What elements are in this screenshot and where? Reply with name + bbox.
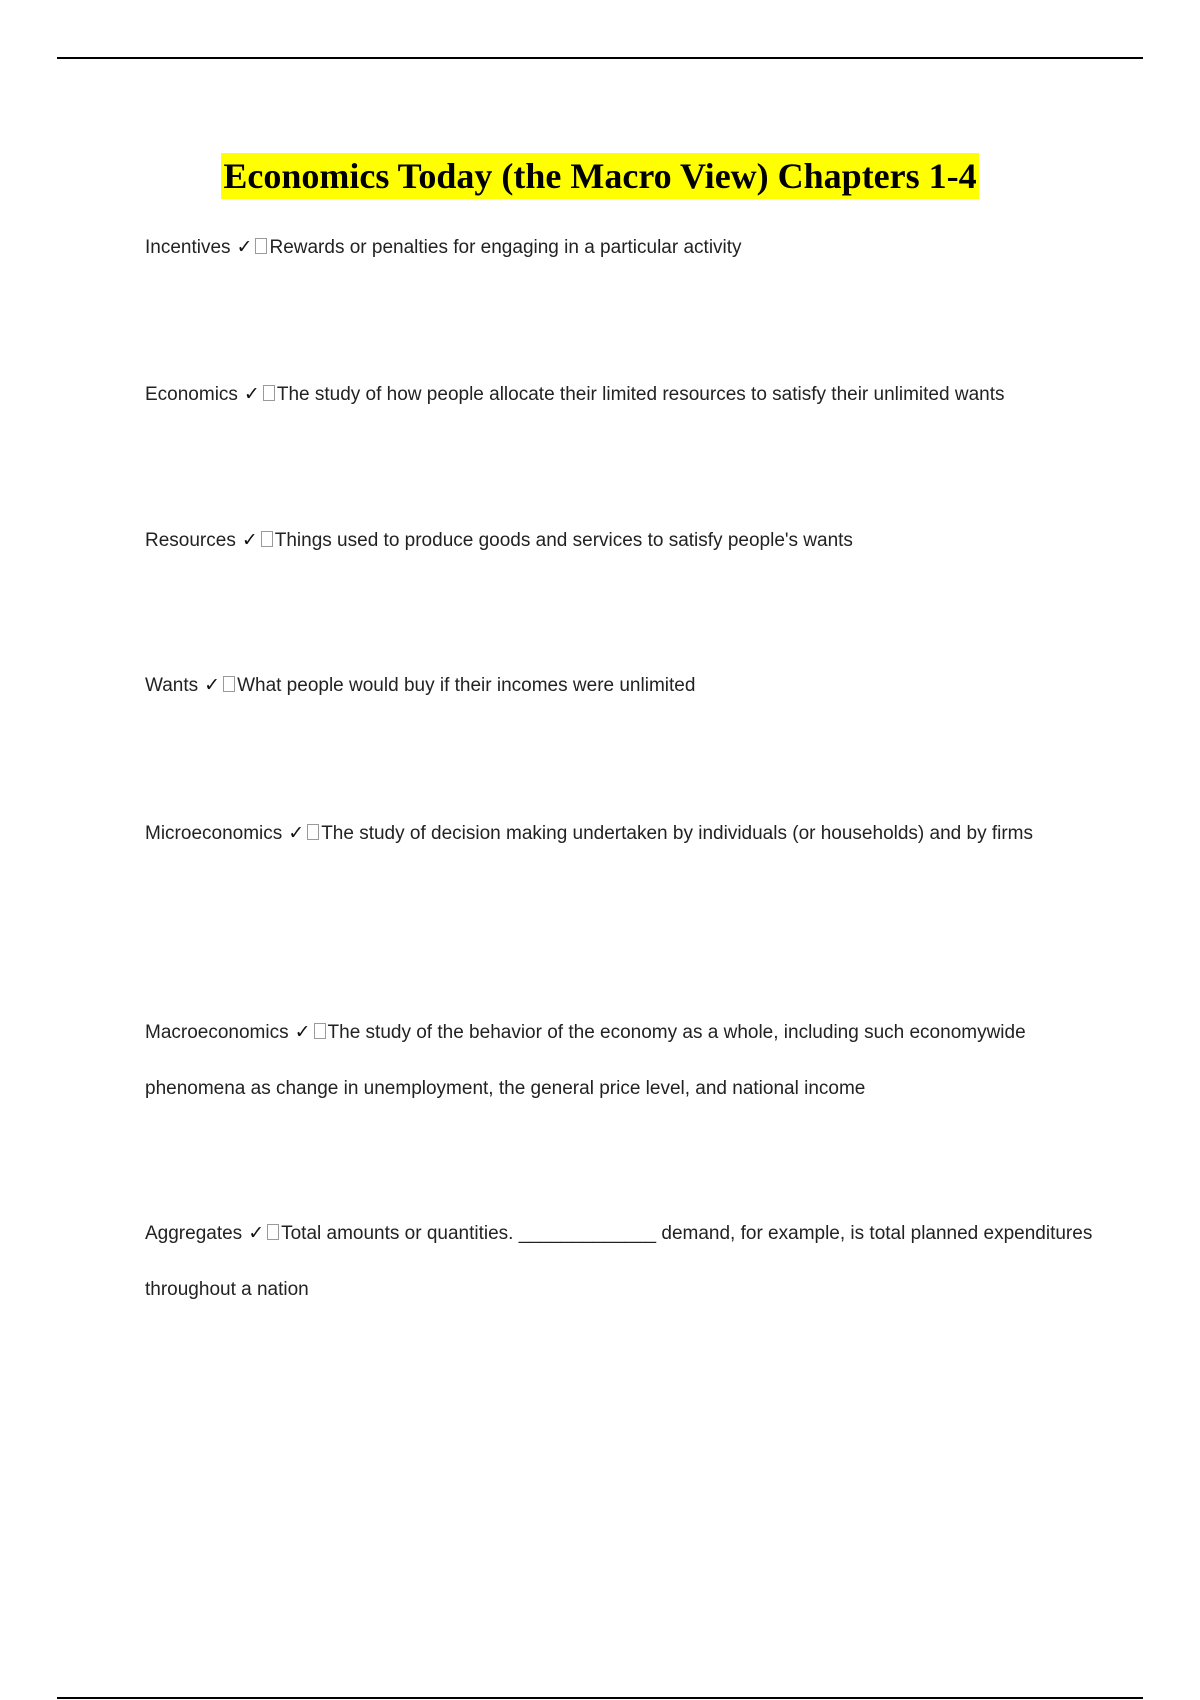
- title-container: [0, 153, 1200, 199]
- check-icon: ✓: [294, 1021, 311, 1043]
- box-icon: [314, 1023, 326, 1039]
- check-icon: ✓: [236, 236, 253, 258]
- box-icon: [263, 385, 275, 401]
- list-item: [145, 1004, 1105, 1117]
- entry-definition: The study of decision making undertaken by individuals (or households) and by firms: [321, 823, 1034, 844]
- entry-definition: Total amounts or quantities. _____________ demand, for example, is total planned expenditures throughout a nation: [145, 1223, 1093, 1300]
- list-item: [145, 366, 1105, 423]
- box-icon: [223, 676, 235, 692]
- bottom-rule: [57, 1697, 1143, 1699]
- entry-definition: The study of how people allocate their limited resources to satisfy their unlimited wants: [276, 384, 1005, 405]
- entry-term: Aggregates: [145, 1223, 243, 1244]
- entry-term: Economics: [145, 384, 238, 405]
- box-icon: [267, 1224, 279, 1240]
- list-item: [145, 219, 1105, 276]
- top-rule: [57, 57, 1143, 59]
- entry-definition: Things used to produce goods and services to satisfy people's wants: [274, 530, 853, 551]
- check-icon: ✓: [288, 822, 305, 844]
- list-item: [145, 1205, 1105, 1318]
- box-icon: [261, 531, 273, 547]
- check-icon: ✓: [241, 529, 258, 551]
- list-item: [145, 657, 1105, 714]
- box-icon: [255, 238, 267, 254]
- entry-term: Wants: [145, 675, 199, 696]
- entry-definition: The study of the behavior of the economy as a whole, including such economywide phenomena as change in unemployment, the general price level, and national income: [145, 1022, 1026, 1099]
- page-title: Economics Today (the Macro View) Chapters 1-4: [221, 153, 978, 199]
- check-icon: ✓: [243, 383, 260, 405]
- entry-definition: What people would buy if their incomes were unlimited: [237, 675, 696, 696]
- entry-definition: Rewards or penalties for engaging in a particular activity: [269, 237, 742, 258]
- list-item: [145, 805, 1105, 862]
- box-icon: [307, 824, 319, 840]
- entry-term: Macroeconomics: [145, 1022, 289, 1043]
- entry-term: Microeconomics: [145, 823, 283, 844]
- list-item: [145, 512, 1105, 569]
- entry-term: Resources: [145, 530, 236, 551]
- entry-term: Incentives: [145, 237, 231, 258]
- check-icon: ✓: [204, 674, 221, 696]
- check-icon: ✓: [248, 1222, 265, 1244]
